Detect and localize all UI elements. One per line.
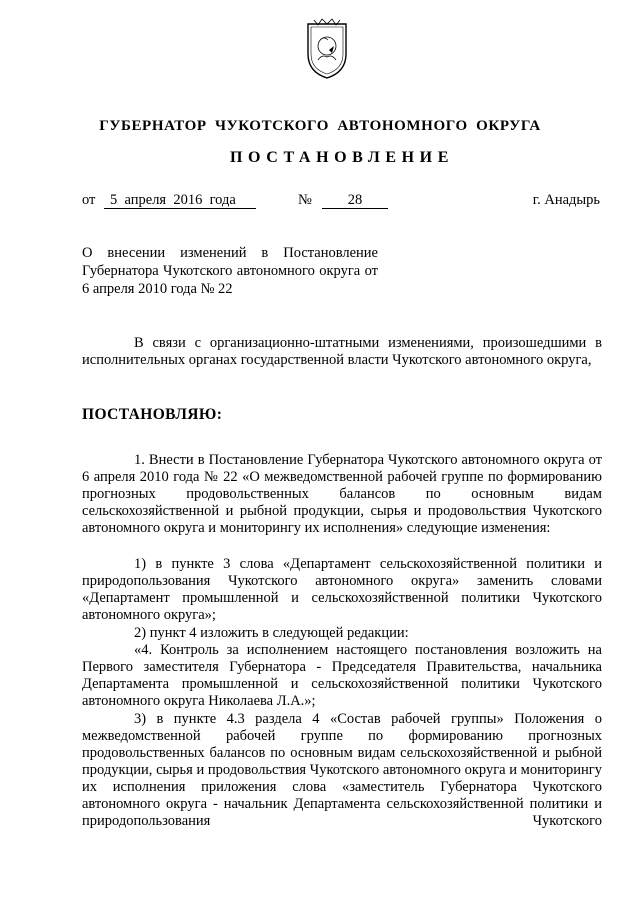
issuing-city: г. Анадырь [532, 192, 600, 208]
body-paragraph-2: 1) в пункте 3 слова «Департамент сельскохозяйственной политики и природопользования Чукотского автономного округа» заменить словами «Департамент промышленной и сельскохозяйственной политики Чукотского автономного округа»; [82, 556, 602, 623]
number-label: № [298, 192, 312, 208]
issuing-authority: ГУБЕРНАТОР ЧУКОТСКОГО АВТОНОМНОГО ОКРУГА [99, 118, 541, 134]
chukotka-coat-of-arms-icon [302, 16, 352, 80]
coat-of-arms-emblem [302, 16, 352, 80]
body-paragraph-3: 2) пункт 4 изложить в следующей редакции: [134, 625, 409, 641]
body-paragraph-1: 1. Внести в Постановление Губернатора Чукотского автономного округа от 6 апреля 2010 года № 22 «О межведомственной рабочей группе по формированию прогнозных продовольственных балансов по основным видам сельскохозяйственной и рыбной продукции, сырья и продовольствия Чукотского автономного округа и мониторингу их исполнения» следующие изменения: [82, 452, 602, 536]
document-subject: О внесении изменений в Постановление Губернатора Чукотского автономного округа от 6 апреля 2010 года № 22 [82, 245, 378, 297]
document-number: 28 [322, 192, 388, 209]
body-paragraph-4: «4. Контроль за исполнением настоящего постановления возложить на Первого заместителя Губернатора - Председателя Правительства, начальника Департамента промышленной и сельскохозяйственной политики Чукотского автономного округа Николаева Л.А.»; [82, 642, 602, 709]
document-type-title: ПОСТАНОВЛЕНИЕ [230, 149, 454, 166]
preamble-paragraph: В связи с организационно-штатными изменениями, произошедшими в исполнительных органах государственной власти Чукотского автономного округа, [82, 335, 602, 368]
date-from-label: от [82, 192, 96, 208]
date-number-line [0, 192, 640, 214]
document-date: 5 апреля 2016 года [104, 192, 256, 209]
decree-heading: ПОСТАНОВЛЯЮ: [82, 406, 223, 423]
body-paragraph-5: 3) в пункте 4.3 раздела 4 «Состав рабочей группы» Положения о межведомственной рабочей группе по формированию прогнозных продовольственных балансов по основным видам сельскохозяйственной и рыбной продукции, сырья и продовольствия Чукотского автономного округа и мониторингу их исполнения приложения слова «заместитель Губернатора Чукотского автономного округа - начальник Департамента сельскохозяйственной политики и природопользования Чукотского [82, 711, 602, 829]
